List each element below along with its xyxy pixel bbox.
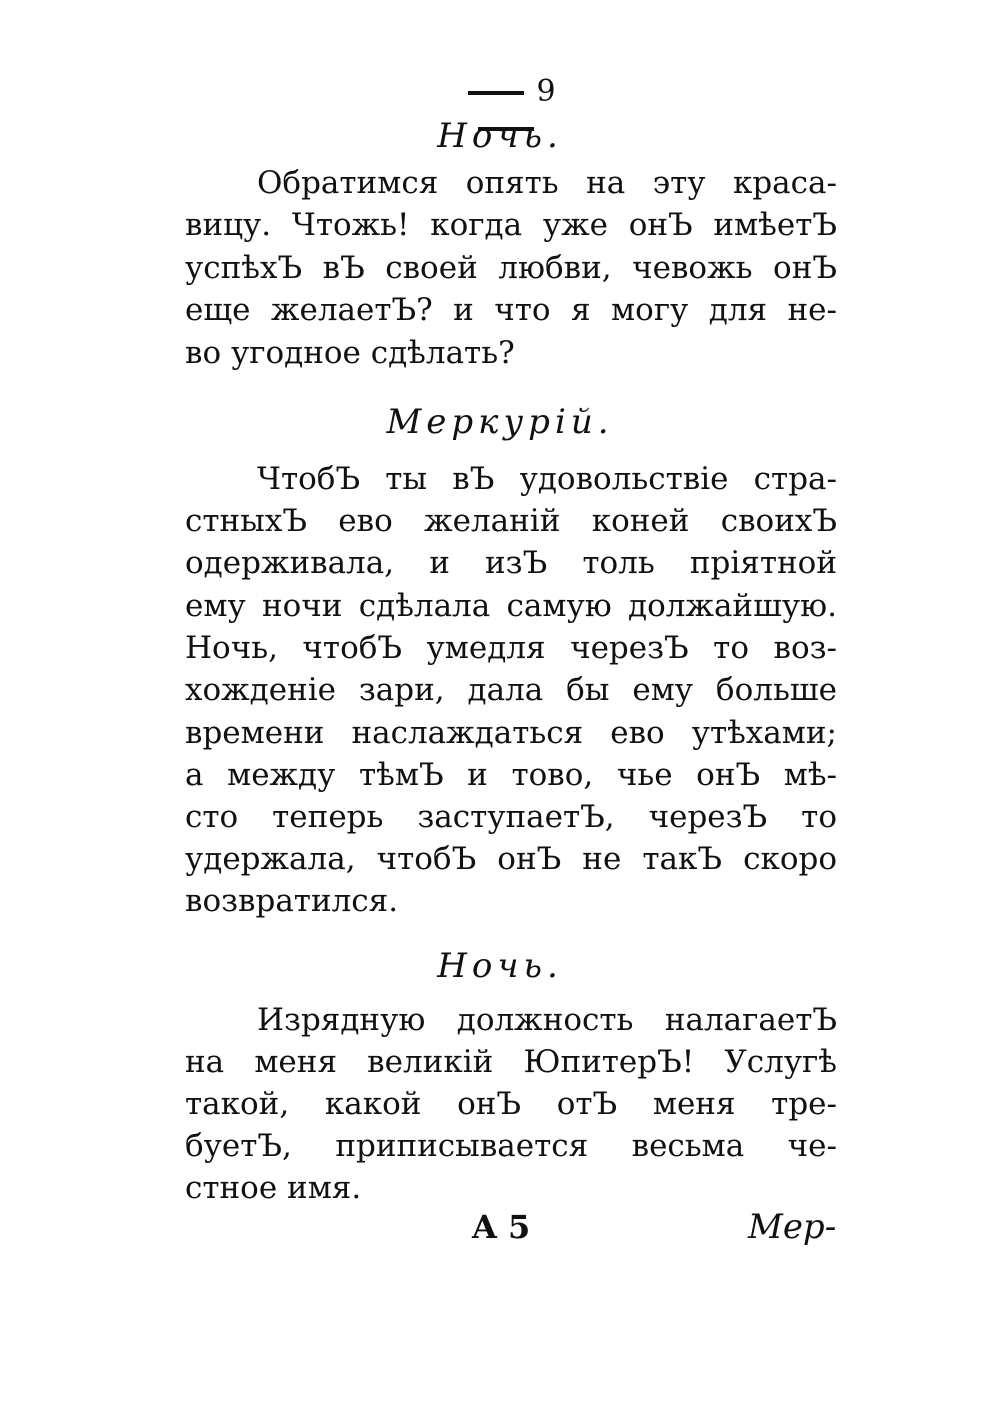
text-line: сто теперь заступаетЪ, черезЪ то: [185, 799, 837, 835]
text-line: на меня великій ЮпитерЪ! Услугѣ: [185, 1044, 837, 1080]
signature-mark: A 5: [472, 1208, 531, 1246]
text-line: стныхЪ ево желаній коней своихЪ: [185, 503, 837, 539]
text-line: стное имя.: [185, 1170, 362, 1206]
text-line: вицу. Чтожь! когда уже онЪ имѣетЪ: [185, 207, 837, 243]
text-line: возвратился.: [185, 883, 399, 919]
text-line: ему ночи сдѣлала самую должайшую.: [185, 588, 837, 624]
text-line: Изрядную должность налагаетЪ: [257, 1002, 837, 1038]
text-line: еще желаетЪ? и что я могу для не-: [185, 292, 837, 328]
text-line: ЧтобЪ ты вЪ удовольствіе стра-: [257, 461, 837, 497]
text-line: буетЪ, приписывается весьма че-: [185, 1128, 837, 1164]
page-number-value: 9: [536, 74, 556, 109]
text-line: одерживала, и изЪ толь пріятной: [185, 545, 837, 581]
page-number: [420, 74, 592, 110]
speaker-heading-night-1: Ночь.: [437, 116, 563, 156]
speaker-heading-night-2: Ночь.: [437, 946, 563, 986]
text-line: удержала, чтобЪ онЪ не такЪ скоро: [185, 841, 837, 877]
page-number-dash-left: [468, 91, 524, 95]
text-line: времени наслаждаться ево утѣхами;: [185, 715, 837, 751]
speaker-heading-mercury: Меркурій.: [386, 402, 614, 442]
text-line: во угодное сдѣлать?: [185, 335, 515, 371]
text-line: Ночь, чтобЪ умедля черезЪ то воз-: [185, 630, 837, 666]
text-line: такой, какой онЪ отЪ меня тре-: [185, 1086, 837, 1122]
text-line: успѣхЪ вЪ своей любви, чевожь онЪ: [185, 250, 837, 286]
text-line: хожденіе зари, дала бы ему больше: [185, 672, 837, 708]
catchword: Мер-: [748, 1207, 837, 1247]
text-line: Обратимся опять на эту краса-: [257, 165, 837, 201]
text-line: а между тѣмЪ и тово, чье онЪ мѣ-: [185, 757, 837, 793]
